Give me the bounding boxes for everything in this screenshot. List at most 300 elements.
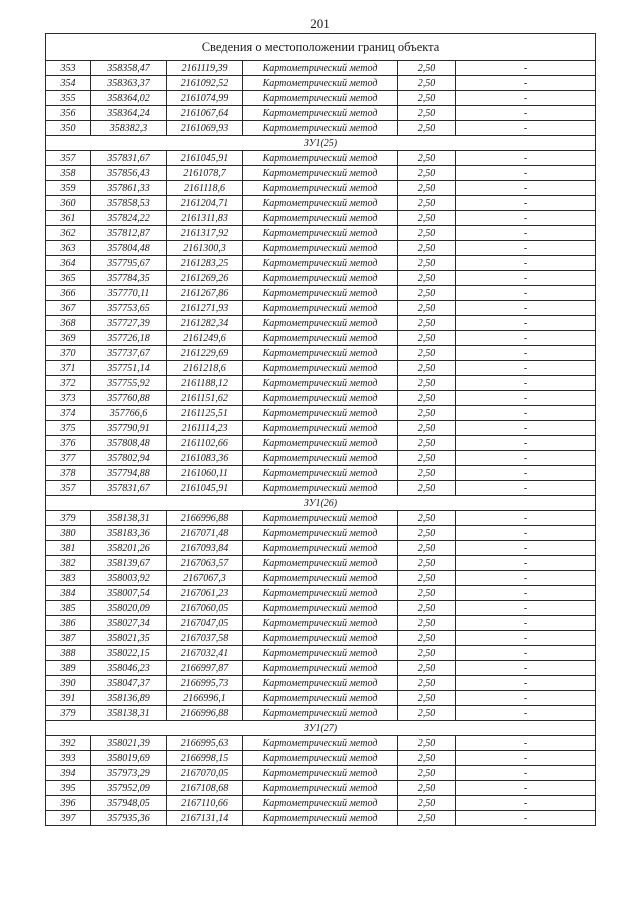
- method-cell: Картометрический метод: [243, 661, 398, 676]
- method-cell: Картометрический метод: [243, 76, 398, 91]
- section-header-row: [46, 496, 596, 511]
- x-coordinate-cell: 357973,29: [91, 766, 167, 781]
- accuracy-cell: 2,50: [398, 511, 456, 526]
- method-cell: Картометрический метод: [243, 511, 398, 526]
- method-cell: Картометрический метод: [243, 166, 398, 181]
- accuracy-cell: 2,50: [398, 316, 456, 331]
- x-coordinate-cell: 358138,31: [91, 511, 167, 526]
- table-row: [46, 751, 596, 766]
- method-cell: Картометрический метод: [243, 346, 398, 361]
- note-cell: -: [456, 616, 596, 631]
- accuracy-cell: 2,50: [398, 196, 456, 211]
- point-number-cell: 375: [46, 421, 91, 436]
- note-cell: -: [456, 91, 596, 106]
- method-cell: Картометрический метод: [243, 256, 398, 271]
- table-row: [46, 511, 596, 526]
- x-coordinate-cell: 358183,36: [91, 526, 167, 541]
- y-coordinate-cell: 2167063,57: [167, 556, 243, 571]
- method-cell: Картометрический метод: [243, 601, 398, 616]
- x-coordinate-cell: 357808,48: [91, 436, 167, 451]
- note-cell: -: [456, 346, 596, 361]
- method-cell: Картометрический метод: [243, 676, 398, 691]
- x-coordinate-cell: 357831,67: [91, 151, 167, 166]
- note-cell: -: [456, 226, 596, 241]
- method-cell: Картометрический метод: [243, 616, 398, 631]
- x-coordinate-cell: 358027,34: [91, 616, 167, 631]
- note-cell: -: [456, 706, 596, 721]
- y-coordinate-cell: 2161102,66: [167, 436, 243, 451]
- y-coordinate-cell: 2161083,36: [167, 451, 243, 466]
- point-number-cell: 386: [46, 616, 91, 631]
- y-coordinate-cell: 2167032,41: [167, 646, 243, 661]
- accuracy-cell: 2,50: [398, 406, 456, 421]
- point-number-cell: 373: [46, 391, 91, 406]
- y-coordinate-cell: 2161300,3: [167, 241, 243, 256]
- table-row: [46, 766, 596, 781]
- method-cell: Картометрический метод: [243, 211, 398, 226]
- accuracy-cell: 2,50: [398, 601, 456, 616]
- note-cell: -: [456, 121, 596, 136]
- table-row: [46, 331, 596, 346]
- x-coordinate-cell: 357737,67: [91, 346, 167, 361]
- note-cell: -: [456, 241, 596, 256]
- x-coordinate-cell: 358047,37: [91, 676, 167, 691]
- x-coordinate-cell: 358020,09: [91, 601, 167, 616]
- y-coordinate-cell: 2161045,91: [167, 481, 243, 496]
- x-coordinate-cell: 357952,09: [91, 781, 167, 796]
- point-number-cell: 378: [46, 466, 91, 481]
- table-row: [46, 391, 596, 406]
- section-header-row: [46, 721, 596, 736]
- note-cell: -: [456, 451, 596, 466]
- point-number-cell: 350: [46, 121, 91, 136]
- note-cell: -: [456, 301, 596, 316]
- y-coordinate-cell: 2167093,84: [167, 541, 243, 556]
- method-cell: Картометрический метод: [243, 526, 398, 541]
- accuracy-cell: 2,50: [398, 211, 456, 226]
- method-cell: Картометрический метод: [243, 736, 398, 751]
- point-number-cell: 379: [46, 511, 91, 526]
- x-coordinate-cell: 358007,54: [91, 586, 167, 601]
- point-number-cell: 359: [46, 181, 91, 196]
- note-cell: -: [456, 196, 596, 211]
- method-cell: Картометрический метод: [243, 391, 398, 406]
- y-coordinate-cell: 2161060,11: [167, 466, 243, 481]
- note-cell: -: [456, 481, 596, 496]
- y-coordinate-cell: 2161074,99: [167, 91, 243, 106]
- accuracy-cell: 2,50: [398, 796, 456, 811]
- table-row: [46, 316, 596, 331]
- point-number-cell: 362: [46, 226, 91, 241]
- y-coordinate-cell: 2161045,91: [167, 151, 243, 166]
- note-cell: -: [456, 526, 596, 541]
- table-body: [46, 34, 596, 826]
- table-row: [46, 181, 596, 196]
- y-coordinate-cell: 2161125,51: [167, 406, 243, 421]
- x-coordinate-cell: 358019,69: [91, 751, 167, 766]
- note-cell: -: [456, 751, 596, 766]
- note-cell: -: [456, 256, 596, 271]
- accuracy-cell: 2,50: [398, 271, 456, 286]
- method-cell: Картометрический метод: [243, 331, 398, 346]
- accuracy-cell: 2,50: [398, 256, 456, 271]
- note-cell: -: [456, 466, 596, 481]
- note-cell: -: [456, 211, 596, 226]
- method-cell: Картометрический метод: [243, 106, 398, 121]
- accuracy-cell: 2,50: [398, 166, 456, 181]
- y-coordinate-cell: 2161151,62: [167, 391, 243, 406]
- y-coordinate-cell: 2161311,83: [167, 211, 243, 226]
- point-number-cell: 367: [46, 301, 91, 316]
- y-coordinate-cell: 2161283,25: [167, 256, 243, 271]
- y-coordinate-cell: 2161067,64: [167, 106, 243, 121]
- table-row: [46, 526, 596, 541]
- table-row: [46, 706, 596, 721]
- x-coordinate-cell: 357795,67: [91, 256, 167, 271]
- y-coordinate-cell: 2161092,52: [167, 76, 243, 91]
- accuracy-cell: 2,50: [398, 151, 456, 166]
- method-cell: Картометрический метод: [243, 271, 398, 286]
- y-coordinate-cell: 2161269,26: [167, 271, 243, 286]
- note-cell: -: [456, 151, 596, 166]
- y-coordinate-cell: 2161119,39: [167, 61, 243, 76]
- x-coordinate-cell: 357856,43: [91, 166, 167, 181]
- x-coordinate-cell: 357751,14: [91, 361, 167, 376]
- table-row: [46, 286, 596, 301]
- point-number-cell: 394: [46, 766, 91, 781]
- table-row: [46, 406, 596, 421]
- table-row: [46, 631, 596, 646]
- method-cell: Картометрический метод: [243, 646, 398, 661]
- x-coordinate-cell: 358046,23: [91, 661, 167, 676]
- accuracy-cell: 2,50: [398, 691, 456, 706]
- point-number-cell: 370: [46, 346, 91, 361]
- point-number-cell: 355: [46, 91, 91, 106]
- point-number-cell: 366: [46, 286, 91, 301]
- y-coordinate-cell: 2166998,15: [167, 751, 243, 766]
- method-cell: Картометрический метод: [243, 181, 398, 196]
- y-coordinate-cell: 2167071,48: [167, 526, 243, 541]
- y-coordinate-cell: 2166997,87: [167, 661, 243, 676]
- x-coordinate-cell: 357760,88: [91, 391, 167, 406]
- point-number-cell: 392: [46, 736, 91, 751]
- section-header-row: [46, 136, 596, 151]
- accuracy-cell: 2,50: [398, 466, 456, 481]
- y-coordinate-cell: 2161069,93: [167, 121, 243, 136]
- method-cell: Картометрический метод: [243, 361, 398, 376]
- method-cell: Картометрический метод: [243, 91, 398, 106]
- boundary-coordinates-table: [45, 33, 596, 826]
- point-number-cell: 395: [46, 781, 91, 796]
- accuracy-cell: 2,50: [398, 361, 456, 376]
- x-coordinate-cell: 357753,65: [91, 301, 167, 316]
- method-cell: Картометрический метод: [243, 556, 398, 571]
- point-number-cell: 383: [46, 571, 91, 586]
- x-coordinate-cell: 358136,89: [91, 691, 167, 706]
- y-coordinate-cell: 2167110,66: [167, 796, 243, 811]
- point-number-cell: 384: [46, 586, 91, 601]
- table-title-row: [46, 34, 596, 61]
- method-cell: Картометрический метод: [243, 811, 398, 826]
- table-row: [46, 601, 596, 616]
- method-cell: Картометрический метод: [243, 196, 398, 211]
- x-coordinate-cell: 357804,48: [91, 241, 167, 256]
- note-cell: -: [456, 421, 596, 436]
- y-coordinate-cell: 2161188,12: [167, 376, 243, 391]
- y-coordinate-cell: 2166996,1: [167, 691, 243, 706]
- page-number: 201: [310, 16, 330, 31]
- method-cell: Картометрический метод: [243, 751, 398, 766]
- table-row: [46, 271, 596, 286]
- note-cell: -: [456, 691, 596, 706]
- accuracy-cell: 2,50: [398, 736, 456, 751]
- accuracy-cell: 2,50: [398, 346, 456, 361]
- method-cell: Картометрический метод: [243, 61, 398, 76]
- table-row: [46, 691, 596, 706]
- x-coordinate-cell: 357812,87: [91, 226, 167, 241]
- x-coordinate-cell: 357948,05: [91, 796, 167, 811]
- accuracy-cell: 2,50: [398, 706, 456, 721]
- point-number-cell: 369: [46, 331, 91, 346]
- table-row: [46, 76, 596, 91]
- x-coordinate-cell: 358021,35: [91, 631, 167, 646]
- method-cell: Картометрический метод: [243, 316, 398, 331]
- x-coordinate-cell: 358139,67: [91, 556, 167, 571]
- x-coordinate-cell: 357790,91: [91, 421, 167, 436]
- note-cell: -: [456, 106, 596, 121]
- note-cell: -: [456, 736, 596, 751]
- method-cell: Картометрический метод: [243, 796, 398, 811]
- x-coordinate-cell: 358003,92: [91, 571, 167, 586]
- note-cell: -: [456, 76, 596, 91]
- note-cell: -: [456, 601, 596, 616]
- y-coordinate-cell: 2161078,7: [167, 166, 243, 181]
- section-label: ЗУ1(27): [46, 721, 596, 736]
- note-cell: -: [456, 286, 596, 301]
- point-number-cell: 388: [46, 646, 91, 661]
- note-cell: -: [456, 316, 596, 331]
- y-coordinate-cell: 2167037,58: [167, 631, 243, 646]
- accuracy-cell: 2,50: [398, 391, 456, 406]
- x-coordinate-cell: 357727,39: [91, 316, 167, 331]
- y-coordinate-cell: 2167060,05: [167, 601, 243, 616]
- y-coordinate-cell: 2166996,88: [167, 706, 243, 721]
- point-number-cell: 380: [46, 526, 91, 541]
- table-row: [46, 226, 596, 241]
- table-row: [46, 106, 596, 121]
- y-coordinate-cell: 2167131,14: [167, 811, 243, 826]
- table-row: [46, 481, 596, 496]
- x-coordinate-cell: 358021,39: [91, 736, 167, 751]
- y-coordinate-cell: 2167061,23: [167, 586, 243, 601]
- note-cell: -: [456, 646, 596, 661]
- table-row: [46, 121, 596, 136]
- point-number-cell: 368: [46, 316, 91, 331]
- method-cell: Картометрический метод: [243, 436, 398, 451]
- accuracy-cell: 2,50: [398, 661, 456, 676]
- point-number-cell: 397: [46, 811, 91, 826]
- table-row: [46, 796, 596, 811]
- accuracy-cell: 2,50: [398, 106, 456, 121]
- point-number-cell: 381: [46, 541, 91, 556]
- note-cell: -: [456, 391, 596, 406]
- table-row: [46, 211, 596, 226]
- table-row: [46, 196, 596, 211]
- x-coordinate-cell: 357858,53: [91, 196, 167, 211]
- method-cell: Картометрический метод: [243, 541, 398, 556]
- note-cell: -: [456, 571, 596, 586]
- accuracy-cell: 2,50: [398, 481, 456, 496]
- table-row: [46, 586, 596, 601]
- accuracy-cell: 2,50: [398, 541, 456, 556]
- note-cell: -: [456, 436, 596, 451]
- x-coordinate-cell: 357755,92: [91, 376, 167, 391]
- point-number-cell: 360: [46, 196, 91, 211]
- method-cell: Картометрический метод: [243, 766, 398, 781]
- note-cell: -: [456, 61, 596, 76]
- accuracy-cell: 2,50: [398, 181, 456, 196]
- y-coordinate-cell: 2166996,88: [167, 511, 243, 526]
- y-coordinate-cell: 2166995,63: [167, 736, 243, 751]
- x-coordinate-cell: 358364,24: [91, 106, 167, 121]
- y-coordinate-cell: 2166995,73: [167, 676, 243, 691]
- accuracy-cell: 2,50: [398, 751, 456, 766]
- y-coordinate-cell: 2161118,6: [167, 181, 243, 196]
- method-cell: Картометрический метод: [243, 586, 398, 601]
- accuracy-cell: 2,50: [398, 91, 456, 106]
- table-row: [46, 421, 596, 436]
- section-label: ЗУ1(25): [46, 136, 596, 151]
- point-number-cell: 358: [46, 166, 91, 181]
- note-cell: -: [456, 406, 596, 421]
- accuracy-cell: 2,50: [398, 421, 456, 436]
- note-cell: -: [456, 556, 596, 571]
- accuracy-cell: 2,50: [398, 301, 456, 316]
- point-number-cell: 391: [46, 691, 91, 706]
- accuracy-cell: 2,50: [398, 376, 456, 391]
- y-coordinate-cell: 2161229,69: [167, 346, 243, 361]
- point-number-cell: 382: [46, 556, 91, 571]
- table-row: [46, 811, 596, 826]
- x-coordinate-cell: 357824,22: [91, 211, 167, 226]
- point-number-cell: 374: [46, 406, 91, 421]
- accuracy-cell: 2,50: [398, 121, 456, 136]
- point-number-cell: 363: [46, 241, 91, 256]
- y-coordinate-cell: 2161114,23: [167, 421, 243, 436]
- accuracy-cell: 2,50: [398, 451, 456, 466]
- point-number-cell: 371: [46, 361, 91, 376]
- point-number-cell: 357: [46, 481, 91, 496]
- method-cell: Картометрический метод: [243, 466, 398, 481]
- table-row: [46, 541, 596, 556]
- table-row: [46, 556, 596, 571]
- point-number-cell: 353: [46, 61, 91, 76]
- accuracy-cell: 2,50: [398, 781, 456, 796]
- method-cell: Картометрический метод: [243, 151, 398, 166]
- y-coordinate-cell: 2167067,3: [167, 571, 243, 586]
- method-cell: Картометрический метод: [243, 376, 398, 391]
- x-coordinate-cell: 357770,11: [91, 286, 167, 301]
- table-row: [46, 166, 596, 181]
- method-cell: Картометрический метод: [243, 406, 398, 421]
- point-number-cell: 387: [46, 631, 91, 646]
- accuracy-cell: 2,50: [398, 766, 456, 781]
- point-number-cell: 364: [46, 256, 91, 271]
- accuracy-cell: 2,50: [398, 436, 456, 451]
- accuracy-cell: 2,50: [398, 676, 456, 691]
- table-row: [46, 346, 596, 361]
- x-coordinate-cell: 357726,18: [91, 331, 167, 346]
- method-cell: Картометрический метод: [243, 691, 398, 706]
- method-cell: Картометрический метод: [243, 226, 398, 241]
- table-row: [46, 301, 596, 316]
- table-row: [46, 736, 596, 751]
- y-coordinate-cell: 2161249,6: [167, 331, 243, 346]
- point-number-cell: 357: [46, 151, 91, 166]
- y-coordinate-cell: 2161218,6: [167, 361, 243, 376]
- table-row: [46, 61, 596, 76]
- x-coordinate-cell: 358364,02: [91, 91, 167, 106]
- point-number-cell: 396: [46, 796, 91, 811]
- method-cell: Картометрический метод: [243, 421, 398, 436]
- point-number-cell: 385: [46, 601, 91, 616]
- method-cell: Картометрический метод: [243, 706, 398, 721]
- point-number-cell: 390: [46, 676, 91, 691]
- method-cell: Картометрический метод: [243, 631, 398, 646]
- x-coordinate-cell: 358022,15: [91, 646, 167, 661]
- note-cell: -: [456, 661, 596, 676]
- point-number-cell: 389: [46, 661, 91, 676]
- accuracy-cell: 2,50: [398, 226, 456, 241]
- note-cell: -: [456, 811, 596, 826]
- table-row: [46, 241, 596, 256]
- note-cell: -: [456, 376, 596, 391]
- note-cell: -: [456, 766, 596, 781]
- method-cell: Картометрический метод: [243, 301, 398, 316]
- accuracy-cell: 2,50: [398, 586, 456, 601]
- point-number-cell: 356: [46, 106, 91, 121]
- table-row: [46, 571, 596, 586]
- table-row: [46, 676, 596, 691]
- accuracy-cell: 2,50: [398, 331, 456, 346]
- table-row: [46, 436, 596, 451]
- point-number-cell: 376: [46, 436, 91, 451]
- accuracy-cell: 2,50: [398, 76, 456, 91]
- x-coordinate-cell: 358363,37: [91, 76, 167, 91]
- table-row: [46, 361, 596, 376]
- x-coordinate-cell: 358201,26: [91, 541, 167, 556]
- note-cell: -: [456, 271, 596, 286]
- table-row: [46, 151, 596, 166]
- x-coordinate-cell: 358382,3: [91, 121, 167, 136]
- y-coordinate-cell: 2167047,05: [167, 616, 243, 631]
- table-row: [46, 646, 596, 661]
- y-coordinate-cell: 2161271,93: [167, 301, 243, 316]
- accuracy-cell: 2,50: [398, 286, 456, 301]
- note-cell: -: [456, 586, 596, 601]
- x-coordinate-cell: 357784,35: [91, 271, 167, 286]
- y-coordinate-cell: 2161267,86: [167, 286, 243, 301]
- x-coordinate-cell: 357831,67: [91, 481, 167, 496]
- method-cell: Картометрический метод: [243, 121, 398, 136]
- accuracy-cell: 2,50: [398, 646, 456, 661]
- accuracy-cell: 2,50: [398, 526, 456, 541]
- table-row: [46, 451, 596, 466]
- x-coordinate-cell: 357861,33: [91, 181, 167, 196]
- note-cell: -: [456, 781, 596, 796]
- x-coordinate-cell: 357794,88: [91, 466, 167, 481]
- table-row: [46, 91, 596, 106]
